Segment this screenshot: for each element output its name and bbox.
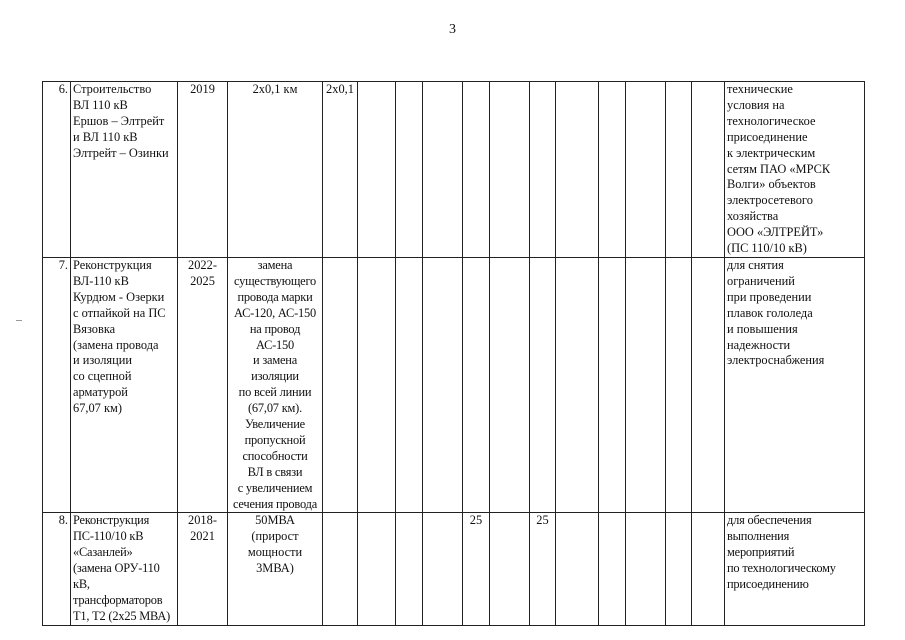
project-params: замена существующего провода марки АС-120, АС-150 на провод АС-150 и замена изоляции по всей линии (67,07 км). Увеличение пропускной способности ВЛ в связи с увеличением сечения провода — [228, 257, 323, 513]
row-number: 8. — [43, 513, 71, 625]
cell-c9 — [463, 257, 490, 513]
cell-c5: 2х0,1 — [323, 82, 358, 258]
project-justification: технические условия на технологическое присоединение к электрическим сетям ПАО «МРСК Волги» объектов электросетевого хозяйства ООО «ЭЛТРЕЙТ» (ПС 110/10 кВ) — [725, 82, 865, 258]
cell-c11 — [530, 82, 556, 258]
project-years: 2019 — [178, 82, 228, 258]
project-params: 50МВА (прирост мощности 3МВА) — [228, 513, 323, 625]
cell-c7 — [396, 82, 423, 258]
project-name: Реконструкция ВЛ-110 кВ Курдюм - Озерки с отпайкой на ПС Вязовка (замена провода и изоляции со сцепной арматурой 67,07 км) — [71, 257, 178, 513]
cell-c14 — [626, 257, 666, 513]
page-number: 3 — [449, 22, 456, 37]
cell-c10 — [490, 513, 530, 625]
row-number: 6. — [43, 82, 71, 258]
cell-c9 — [463, 82, 490, 258]
cell-c8 — [423, 257, 463, 513]
cell-c16 — [692, 82, 725, 258]
cell-c5 — [323, 257, 358, 513]
cell-c10 — [490, 257, 530, 513]
cell-c14 — [626, 513, 666, 625]
cell-c8 — [423, 513, 463, 625]
cell-c15 — [666, 82, 692, 258]
table-row — [43, 257, 865, 513]
cell-c11: 25 — [530, 513, 556, 625]
cell-c16 — [692, 513, 725, 625]
cell-c7 — [396, 513, 423, 625]
cell-c15 — [666, 257, 692, 513]
cell-c8 — [423, 82, 463, 258]
project-params: 2х0,1 км — [228, 82, 323, 258]
cell-c9: 25 — [463, 513, 490, 625]
project-name: Строительство ВЛ 110 кВ Ершов – Элтрейт и ВЛ 110 кВ Элтрейт – Озинки — [71, 82, 178, 258]
cell-c5 — [323, 513, 358, 625]
margin-mark — [16, 320, 22, 321]
cell-c13 — [599, 257, 626, 513]
project-justification: для снятия ограничений при проведении плавок гололеда и повышения надежности электроснабжения — [725, 257, 865, 513]
cell-c12 — [556, 513, 599, 625]
project-justification: для обеспечения выполнения мероприятий по технологическому присоединению — [725, 513, 865, 625]
table-row — [43, 513, 865, 625]
cell-c12 — [556, 257, 599, 513]
cell-c7 — [396, 257, 423, 513]
cell-c6 — [358, 257, 396, 513]
row-number: 7. — [43, 257, 71, 513]
investment-program-table — [42, 81, 865, 626]
cell-c14 — [626, 82, 666, 258]
table-row — [43, 82, 865, 258]
cell-c6 — [358, 82, 396, 258]
cell-c10 — [490, 82, 530, 258]
cell-c6 — [358, 513, 396, 625]
project-years: 2018- 2021 — [178, 513, 228, 625]
cell-c11 — [530, 257, 556, 513]
cell-c13 — [599, 82, 626, 258]
project-years: 2022- 2025 — [178, 257, 228, 513]
cell-c13 — [599, 513, 626, 625]
project-name: Реконструкция ПС-110/10 кВ «Сазанлей» (замена ОРУ-110 кВ, трансформаторов Т1, Т2 (2х25 МВА) — [71, 513, 178, 625]
cell-c16 — [692, 257, 725, 513]
cell-c12 — [556, 82, 599, 258]
cell-c15 — [666, 513, 692, 625]
